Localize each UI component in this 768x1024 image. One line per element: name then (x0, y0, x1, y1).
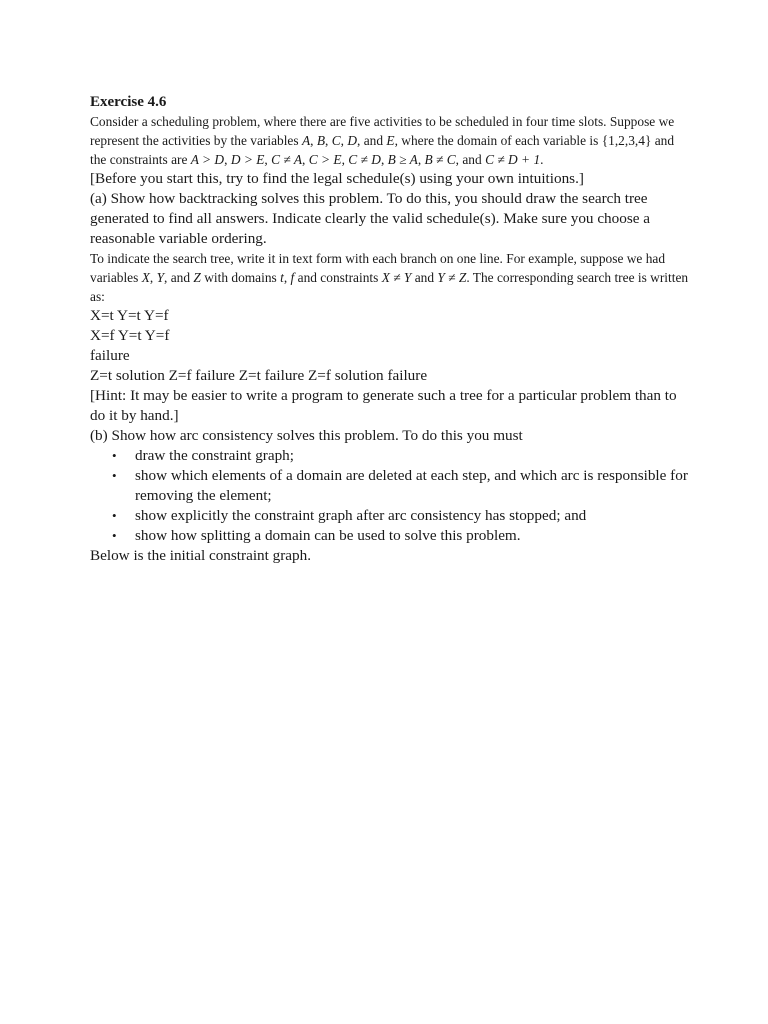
tree-line: Z=t solution Z=f failure Z=t failure Z=f solution failure (90, 367, 428, 384)
tree-line: X=f Y=t Y=f (90, 327, 170, 344)
bullet-icon: • (112, 448, 117, 463)
part-a-paragraph: (a) Show how backtracking solves this problem. To do this, you should draw the search tree generated to find all answers. Indicate clearly the valid schedule(s). Make sure you choose a reasonable variable ordering. (90, 190, 651, 247)
var-a: A (301, 133, 311, 148)
constraint-5: C ≠ D (348, 152, 381, 167)
var-c: C (331, 133, 341, 148)
domain-f: f (290, 270, 295, 285)
bullet-icon: • (112, 528, 117, 543)
tree-line: failure (90, 347, 130, 364)
before-you-start-note: [Before you start this, try to find the legal schedule(s) using your own intuitions.] (90, 170, 584, 187)
bullet-icon: • (112, 508, 117, 523)
constraint-7: B ≠ C (424, 152, 456, 167)
closing-sentence: Below is the initial constraint graph. (90, 547, 312, 564)
list-item: • draw the constraint graph; (112, 447, 294, 464)
constraint-3: C ≠ A (271, 152, 303, 167)
problem-intro: Consider a scheduling problem, where there are five activities to be scheduled in four time slots. Suppose we represent the activities by the variables A, B, C, D, and E, where the domain of each variable is {1,2,3,4} and the constraints are A > D, D > E, C ≠ A, C > E, C ≠ D, B ≥ A, B ≠ C, and C ≠ D + 1. (90, 114, 675, 167)
hint-paragraph: [Hint: It may be easier to write a program to generate such a tree for a particular problem than to do it by hand.] (90, 387, 677, 424)
exercise-title: Exercise 4.6 (90, 94, 167, 110)
part-b-paragraph: (b) Show how arc consistency solves this problem. To do this you must (90, 427, 523, 444)
domain-t: t (280, 270, 284, 285)
list-item: • show which elements of a domain are deleted at each step, and which arc is responsible for removing the element; (112, 467, 688, 504)
constraint-x-ne-y: X ≠ Y (381, 270, 412, 285)
constraint-4: C > E (308, 152, 342, 167)
intro-text-2: , where the domain of each variable is {1,2,3,4} and the constraints are (90, 133, 675, 167)
exercise-page (90, 92, 690, 566)
intro-text-1: Consider a scheduling problem, where there are five activities to be scheduled in four time slots. Suppose we represent the activities by the variables (90, 114, 675, 148)
constraint-1: A > D (190, 152, 225, 167)
var-d: D (347, 133, 358, 148)
var-y: Y (156, 270, 165, 285)
var-z: Z (193, 270, 201, 285)
constraint-6: B ≥ A (387, 152, 418, 167)
constraint-2: D > E (230, 152, 265, 167)
tree-line: X=t Y=t Y=f (90, 307, 169, 324)
var-e: E (386, 133, 395, 148)
var-b: B (316, 133, 326, 148)
list-item: • show how splitting a domain can be used to solve this problem. (112, 527, 521, 544)
list-item: • show explicitly the constraint graph after arc consistency has stopped; and (112, 507, 587, 524)
bullet-icon: • (112, 468, 117, 483)
tree-instructions: To indicate the search tree, write it in text form with each branch on one line. For example, suppose we had variables X, Y, and Z with domains t, f and constraints X ≠ Y and Y ≠ Z. The corresponding search tree is written as: (90, 251, 689, 304)
arc-consistency-task-list (90, 446, 690, 546)
constraint-y-ne-z: Y ≠ Z (437, 270, 467, 285)
var-x: X (141, 270, 150, 285)
constraint-8: C ≠ D + 1 (485, 152, 541, 167)
